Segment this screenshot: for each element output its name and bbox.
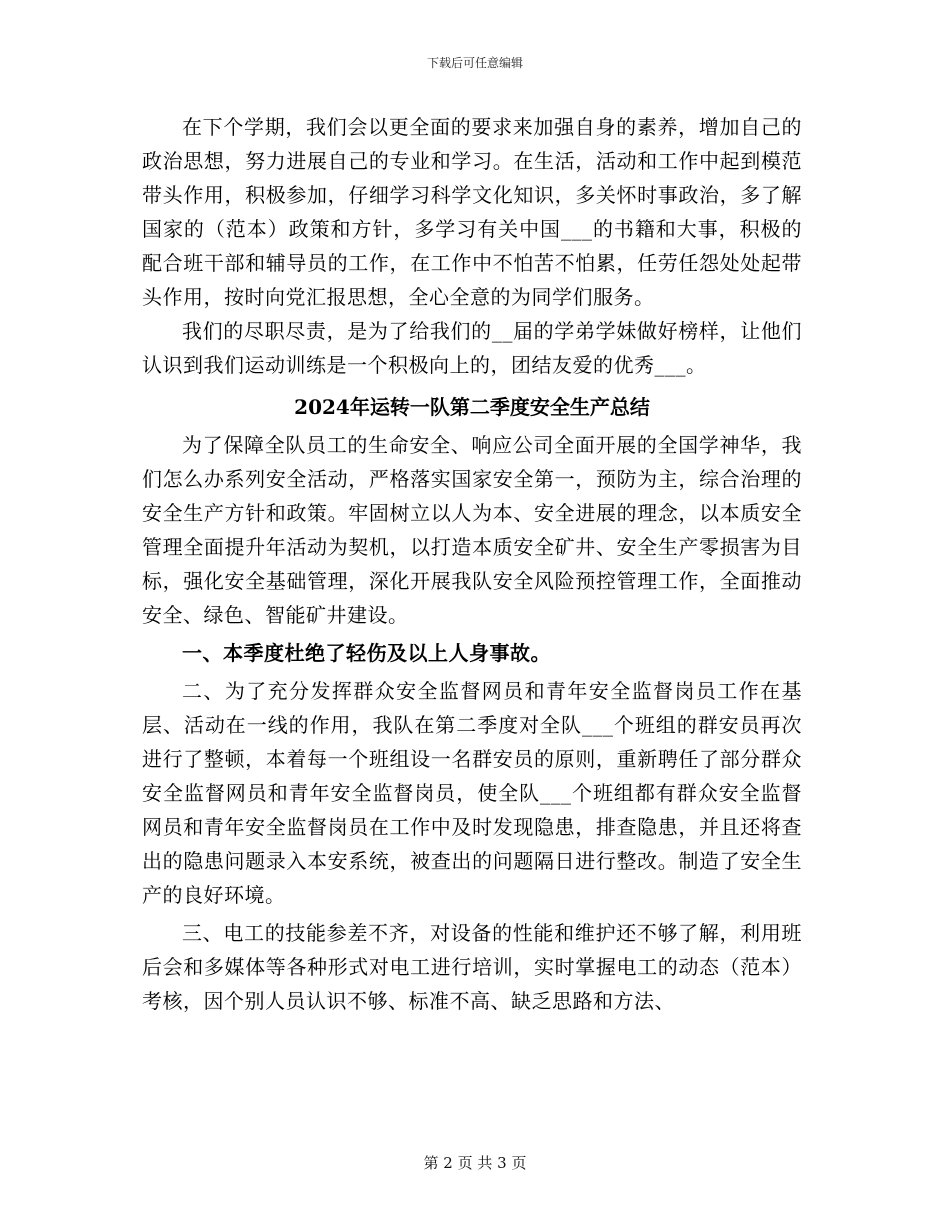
page-number: 第 2 页 共 3 页 <box>423 1154 527 1172</box>
paragraph-point-one: 一、本季度杜绝了轻伤及以上人身事故。 <box>182 641 551 665</box>
paragraph-role-model: 我们的尽职尽责，是为了给我们的__届的学弟学妹做好榜样，让他们认识到我们运动训练是一个积极向上的，团结友爱的优秀___。 <box>142 319 802 377</box>
paragraph-point-two: 二、为了充分发挥群众安全监督网员和青年安全监督岗员工作在基层、活动在一线的作用，我队在第二季度对全队___个班组的群安员再次进行了整顿，本着每一个班组设一名群安员的原则，重新聘任了部分群众安全监督网员和青年安全监督岗员，使全队___个班组都有群众安全监督网员和青年安全监督岗员在工作中及时发现隐患，排查隐患，并且还将查出的隐患问题录入本安系统，被查出的问题隔日进行整改。制造了安全生产的良好环境。 <box>142 679 802 907</box>
header-note: 下载后可任意编辑 <box>426 56 523 70</box>
paragraph-point-three: 三、电工的技能参差不齐，对设备的性能和维护还不够了解，利用班后会和多媒体等各种形式对电工进行培训，实时掌握电工的动态（范本）考核，因个别人员认识不够、标准不高、缺乏思路和方法、 <box>142 921 802 1013</box>
paragraph-next-semester: 在下个学期，我们会以更全面的要求来加强自身的素养，增加自己的政治思想，努力进展自己的专业和学习。在生活，活动和工作中起到模范带头作用，积极参加，仔细学习科学文化知识，多关怀时事政治，多了解国家的（范本）政策和方针，多学习有关中国___的书籍和大事，积极的配合班干部和辅导员的工作，在工作中不怕苦不怕累，任劳任怨处处起带头作用，按时向党汇报思想，全心全意的为同学们服务。 <box>142 115 802 309</box>
document-body <box>142 110 802 1018</box>
section-title: 2024年运转一队第二季度安全生产总结 <box>294 395 650 419</box>
paragraph-safety-intro: 为了保障全队员工的生命安全、响应公司全面开展的全国学神华，我们怎么办系列安全活动，严格落实国家安全第一，预防为主，综合治理的安全生产方针和政策。牢固树立以人为本、安全进展的理念，以本质安全管理全面提升年活动为契机，以打造本质安全矿井、安全生产零损害为目标，强化安全基础管理，深化开展我队安全风险预控管理工作，全面推动安全、绿色、智能矿井建设。 <box>142 433 802 627</box>
